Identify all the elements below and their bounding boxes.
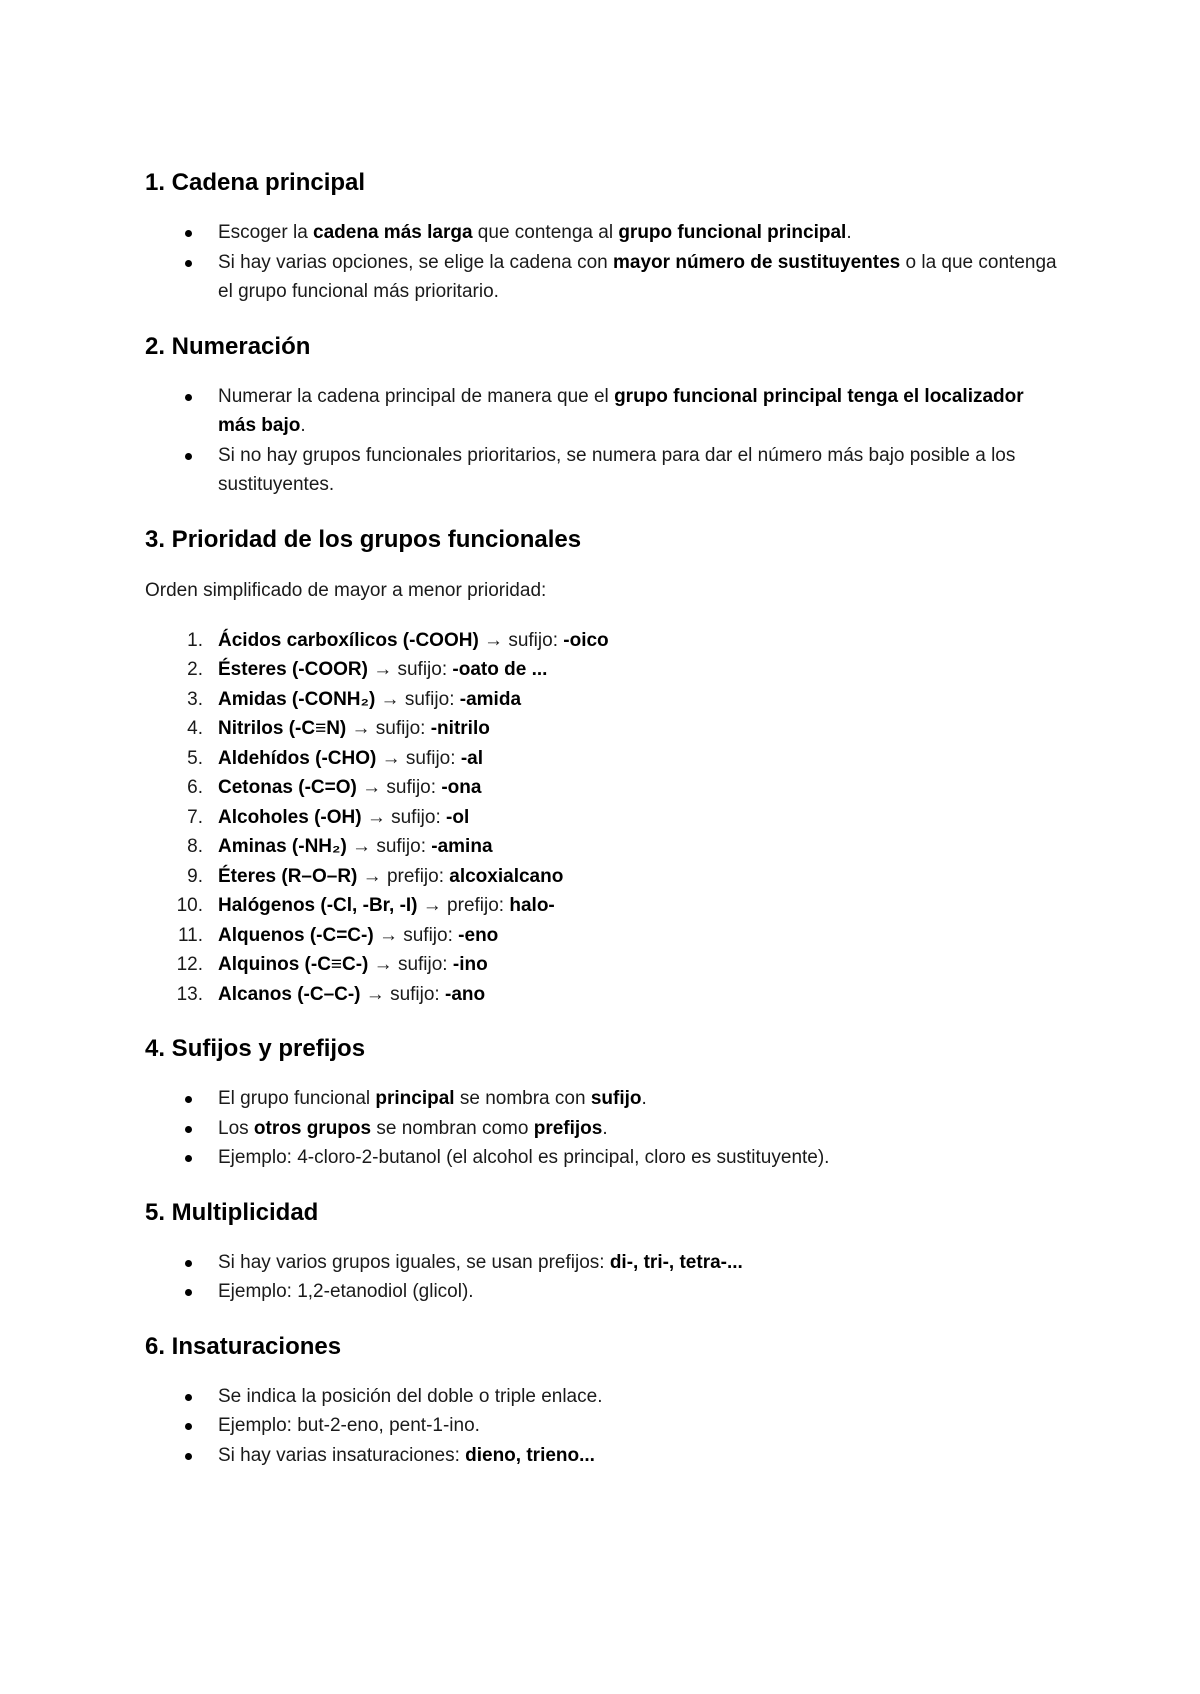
section-heading: 4. Sufijos y prefijos	[145, 1035, 366, 1062]
group-name: Alquinos (-C≡C-)	[218, 954, 369, 975]
item-number: 1.	[187, 629, 203, 651]
text-run: Ejemplo: 1,2-etanodiol (glicol).	[218, 1281, 474, 1302]
affix-value: -oato de ...	[452, 659, 548, 680]
list-item	[145, 714, 1065, 744]
intro-paragraph: Orden simplificado de mayor a menor prioridad:	[145, 579, 547, 601]
affix-label: → prefijo:	[357, 865, 450, 887]
bold-text: otros grupos	[253, 1117, 372, 1139]
list-item	[145, 655, 1065, 685]
bold-text: grupo funcional principal tenga el localizador más bajo	[218, 385, 1024, 436]
text-run: Si hay varias opciones, se elige la cadena con	[218, 251, 614, 273]
list-item	[145, 1382, 1065, 1412]
list-item	[145, 921, 1065, 951]
group-name: Nitrilos (-C≡N)	[218, 718, 347, 739]
section-heading: 3. Prioridad de los grupos funcionales	[145, 525, 582, 553]
section-heading: 1. Cadena principal	[145, 169, 366, 196]
affix-value: -ona	[441, 777, 482, 798]
affix-value: -eno	[458, 924, 499, 946]
bullet-list	[145, 382, 1065, 500]
text-run: que contenga al	[472, 222, 619, 243]
group-name: Éteres (R–O–R)	[218, 865, 358, 887]
bold-text: sufijo	[590, 1088, 642, 1109]
text-run: Escoger la	[218, 222, 314, 243]
bold-text: prefijos	[533, 1117, 603, 1139]
affix-label: → sufijo:	[361, 806, 447, 828]
list-item	[145, 1277, 1065, 1307]
bold-text: mayor número de sustituyentes	[613, 251, 901, 273]
group-name: Alcanos (-C–C-)	[218, 983, 361, 1005]
text-run: Se indica la posición del doble o triple enlace.	[218, 1385, 603, 1407]
list-item	[145, 891, 1065, 921]
bold-text: dieno, trieno...	[465, 1444, 595, 1466]
affix-label: → sufijo:	[373, 924, 459, 946]
item-number: 12.	[176, 954, 203, 975]
list-item	[145, 1114, 1065, 1144]
text-run: .	[641, 1088, 647, 1109]
section-heading: 6. Insaturaciones	[145, 1332, 342, 1360]
text-run: Los	[218, 1117, 254, 1139]
affix-value: -amida	[459, 688, 522, 710]
list-item	[145, 862, 1065, 892]
bullet-list	[145, 1084, 1065, 1173]
list-item	[145, 218, 1065, 248]
affix-value: -nitrilo	[430, 718, 490, 739]
text-run: .	[602, 1117, 608, 1139]
item-number: 7.	[187, 806, 203, 828]
list-item	[145, 1248, 1065, 1278]
text-run: Si hay varias insaturaciones:	[218, 1444, 466, 1466]
group-name: Alquenos (-C=C-)	[218, 924, 374, 946]
item-number: 11.	[177, 924, 203, 946]
item-number: 3.	[187, 688, 203, 710]
bold-text: cadena más larga	[313, 222, 473, 243]
text-run: o la que contenga el grupo funcional más prioritario.	[218, 251, 1057, 302]
text-run: Ejemplo: but-2-eno, pent-1-ino.	[218, 1415, 480, 1436]
affix-value: -al	[460, 747, 483, 769]
affix-value: -oico	[563, 629, 609, 651]
list-item	[145, 248, 1065, 307]
list-item	[145, 773, 1065, 803]
bold-text: di-, tri-, tetra-...	[609, 1251, 743, 1273]
item-number: 10.	[176, 895, 203, 916]
item-number: 9.	[187, 865, 203, 887]
affix-value: -ano	[445, 983, 486, 1005]
section-heading: 2. Numeración	[145, 332, 311, 360]
affix-label: → sufijo:	[346, 718, 431, 739]
list-item	[145, 685, 1065, 715]
text-run: .	[846, 222, 852, 243]
group-name: Amidas (-CONH₂)	[218, 688, 376, 710]
bold-text: principal	[375, 1088, 455, 1109]
list-item	[145, 626, 1065, 656]
text-run: Si no hay grupos funcionales prioritarios, se numera para dar el número más bajo posible a los sustituyentes.	[218, 444, 1016, 495]
group-name: Cetonas (-C=O)	[218, 777, 357, 798]
group-name: Ácidos carboxílicos (-COOH)	[218, 629, 479, 651]
list-item	[145, 1441, 1065, 1471]
text-run: Numerar la cadena principal de manera que el	[218, 385, 615, 407]
list-item	[145, 803, 1065, 833]
affix-label: → sufijo:	[356, 777, 442, 798]
affix-value: halo-	[509, 895, 555, 916]
item-number: 13.	[176, 983, 203, 1005]
list-item	[145, 1143, 1065, 1173]
bullet-list	[145, 1248, 1065, 1307]
affix-value: -ol	[446, 806, 470, 828]
bold-text: grupo funcional principal	[618, 222, 847, 243]
list-item	[145, 1411, 1065, 1441]
group-name: Alcoholes (-OH)	[218, 806, 362, 828]
text-run: El grupo funcional	[218, 1088, 376, 1109]
item-number: 6.	[187, 777, 203, 798]
bullet-list	[145, 218, 1065, 307]
section-heading: 5. Multiplicidad	[145, 1198, 319, 1226]
item-number: 5.	[187, 747, 203, 769]
item-number: 8.	[187, 836, 203, 857]
affix-label: → sufijo:	[375, 688, 460, 710]
document-content	[145, 167, 1065, 1470]
affix-label: → sufijo:	[367, 659, 453, 680]
list-item	[145, 832, 1065, 862]
priority-list	[145, 626, 1065, 1010]
affix-value: -ino	[452, 954, 488, 975]
list-item	[145, 382, 1065, 441]
affix-label: → sufijo:	[346, 836, 432, 857]
list-item	[145, 744, 1065, 774]
affix-label: → sufijo:	[376, 747, 461, 769]
group-name: Halógenos (-Cl, -Br, -I)	[218, 895, 418, 916]
text-run: se nombra con	[454, 1088, 591, 1109]
bullet-list	[145, 1382, 1065, 1471]
affix-label: → sufijo:	[478, 629, 564, 651]
group-name: Aminas (-NH₂)	[218, 836, 347, 857]
affix-value: -amina	[431, 836, 493, 857]
item-number: 2.	[187, 659, 203, 680]
list-item	[145, 980, 1065, 1010]
text-run: .	[300, 415, 306, 436]
item-number: 4.	[187, 718, 203, 739]
affix-label: → sufijo:	[360, 983, 445, 1005]
group-name: Aldehídos (-CHO)	[218, 747, 377, 769]
group-name: Ésteres (-COOR)	[218, 659, 368, 680]
text-run: Si hay varios grupos iguales, se usan prefijos:	[218, 1251, 610, 1273]
text-run: se nombran como	[371, 1117, 534, 1139]
affix-value: alcoxialcano	[449, 865, 564, 887]
affix-label: → prefijo:	[417, 895, 510, 916]
list-item	[145, 1084, 1065, 1114]
list-item	[145, 441, 1065, 500]
affix-label: → sufijo:	[368, 954, 453, 975]
list-item	[145, 950, 1065, 980]
text-run: Ejemplo: 4-cloro-2-butanol (el alcohol es principal, cloro es sustituyente).	[218, 1147, 830, 1168]
